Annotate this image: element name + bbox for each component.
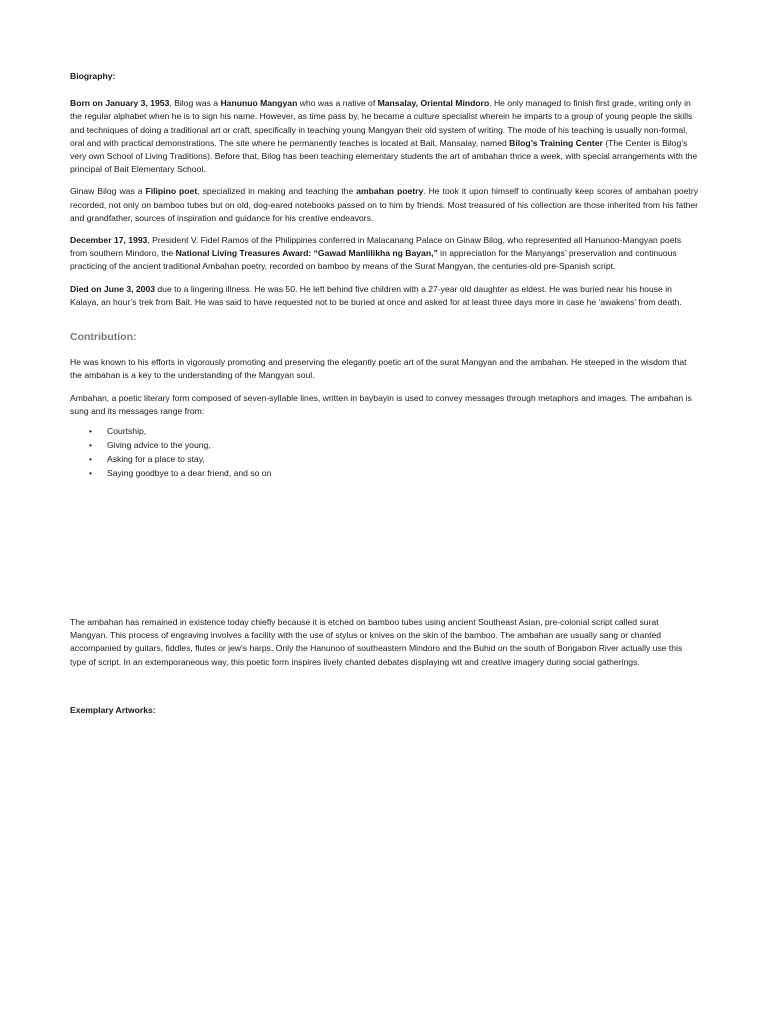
- ambahan-messages-list: [70, 424, 698, 480]
- contribution-paragraph-1: He was known to his efforts in vigorously promoting and preserving the elegantly poetic art of the surat Mangyan and the ambahan. He steeped in the wisdom that the ambahan is a key to the understanding of the Mangyan soul.: [70, 357, 687, 381]
- list-item: • Giving advice to the young,: [89, 440, 211, 451]
- bullet-glyph: •: [89, 440, 93, 451]
- artworks-heading: Exemplary Artworks:: [70, 704, 156, 715]
- contribution-heading: Contribution:: [70, 331, 137, 344]
- death-date: Died on June 3, 2003: [70, 283, 156, 294]
- bullet-glyph: •: [89, 454, 93, 465]
- contribution-paragraph-2: Ambahan, a poetic literary form composed of seven-syllable lines, written in baybayin is used to convey messages through metaphors and images. The ambahan is sung and its messages range from:: [70, 392, 692, 416]
- award-name: National Living Treasures Award: “Gawad Manlilikha ng Bayan,”: [175, 248, 438, 259]
- contribution-paragraph-3: The ambahan has remained in existence today chiefly because it is etched on bamboo tubes using ancient Southeast Asian, pre-colonial script called surat Mangyan. This process of engraving involves a facility with the use of stylus or knives on the skin of the bamboo. The ambahan are usually sang or chanted accompanied by guitars, fiddles, flutes or jew’s harps. Only the Hanunoo of southeastern Mindoro and the Buhid on the south of Bongabon River actually use this type of script. In an extemporaneous way, this poetic form inspires lively chanted debates displaying wit and creative imagery during social gatherings.: [70, 617, 683, 667]
- list-item: • Courtship,: [89, 426, 147, 437]
- list-item: • Asking for a place to stay,: [89, 454, 205, 465]
- birthplace: Mansalay, Oriental Mindoro: [377, 98, 490, 109]
- bullet-glyph: •: [89, 426, 93, 437]
- biography-heading: Biography:: [70, 71, 116, 81]
- biography-paragraph-4: Died on June 3, 2003 due to a lingering illness. He was 50. He left behind five children with a 27-year old daughter as eldest. He was buried near his house in Kalaya, an hour’s trek from Bait. He was said to have requested not to be buried at once and asked for at least three days more in case he ‘awakens’ from death.: [70, 283, 682, 307]
- biography-paragraph-1: Born on January 3, 1953, Bilog was a Hanunuo Mangyan who was a native of Mansalay, Oriental Mindoro. He only managed to finish first grade, writing only in the regular alphabet when he is to sign his name. However, as time pass by, he became a culture specialist wherein he imparts to a group of young people the skills and techniques of doing a traditional art or craft, specifically in teaching young Mangyan their old system of writing. The mode of his teaching is usually non-formal, oral and with practical demonstrations. The site where he permanently teaches is located at Bait, Mansalay, named Bilog’s Training Center (The Center is Bilog’s very own School of Living Traditions). Before that, Bilog has been teaching elementary students the art of ambahan thrice a week, with special arrangements with the principal of Bait Elementary School.: [70, 98, 698, 175]
- blank-space: [70, 480, 698, 616]
- list-item: • Saying goodbye to a dear friend, and so on: [89, 468, 272, 479]
- biography-paragraph-2: Ginaw Bilog was a Filipino poet, specialized in making and teaching the ambahan poetry. He took it upon himself to continually keep scores of ambahan poetry recorded, not only on bamboo tubes but on old, dog-eared notebooks passed on to him by friends. Most treasured of his collection are those inherited from his father and grandfather, sources of inspiration and guidance for his creative endeavors.: [70, 186, 698, 223]
- filipino-poet: Filipino poet: [145, 186, 198, 197]
- ambahan-poetry: ambahan poetry: [356, 186, 424, 197]
- ethnic-group: Hanunuo Mangyan: [220, 98, 298, 109]
- bullet-glyph: •: [89, 468, 93, 479]
- biography-paragraph-3: December 17, 1993, President V. Fidel Ramos of the Philippines conferred in Malacanang Palace on Ginaw Bilog, who represented all Hanunoo-Mangyan poets from southern Mindoro, the National Living Treasures Award: “Gawad Manlilikha ng Bayan,” in appreciation for the Manyangs’ preservation and continuous practicing of the ancient traditional Ambahan poetry, recorded on bamboo by means of the Surat Mangyan, the centuries-old pre-Spanish script.: [70, 235, 682, 272]
- award-date: December 17, 1993: [70, 235, 148, 246]
- training-center: Bilog’s Training Center: [509, 137, 603, 148]
- birth-date: Born on January 3, 1953: [70, 98, 170, 109]
